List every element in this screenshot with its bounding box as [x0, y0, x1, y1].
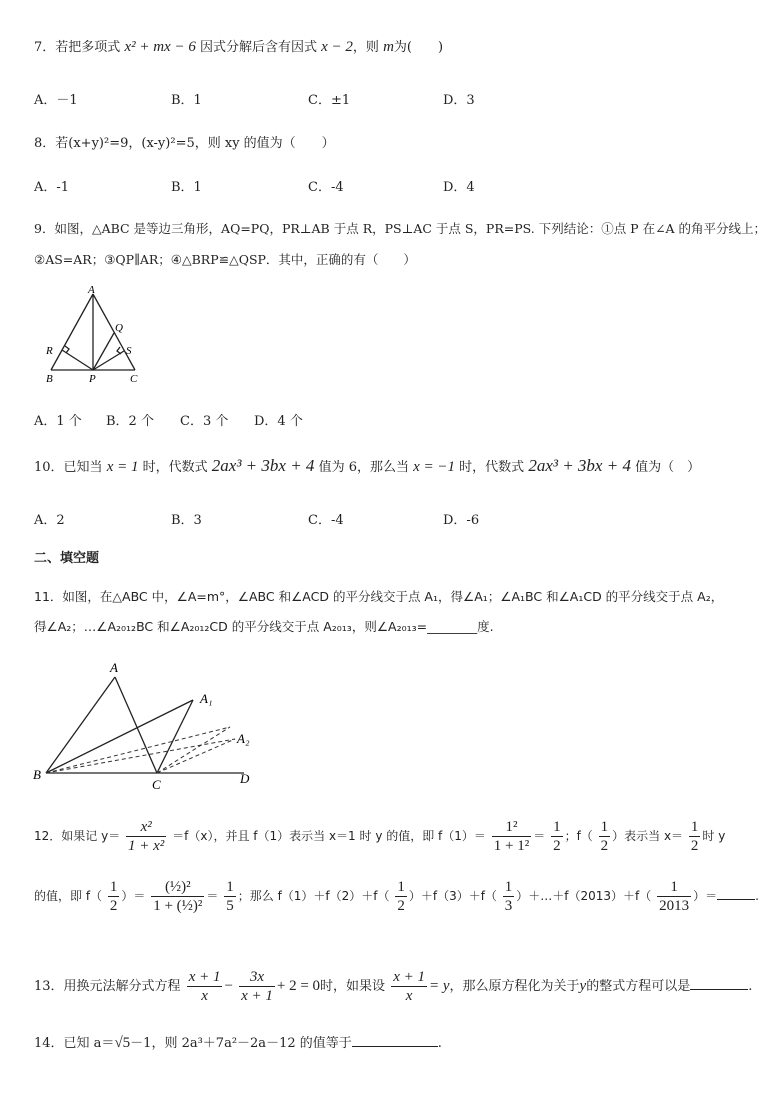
q11-label-c: C	[152, 777, 161, 792]
q12-half-den: 2	[690, 838, 699, 854]
q12-fraction-half-2	[599, 818, 611, 855]
q12-f1-num: 1²	[492, 818, 531, 837]
q13-text-c: ，那么原方程化为关于	[449, 979, 580, 994]
q13-rest: + 2 = 0	[276, 978, 321, 994]
q9-option-d[interactable]: D．4 个	[254, 414, 303, 429]
q13-fraction-3	[391, 968, 427, 1005]
q13-fraction-1	[187, 968, 223, 1005]
q9-label-p: P	[89, 373, 96, 385]
q12-fraction-2013	[657, 878, 691, 915]
q7-var: m	[383, 39, 394, 55]
q13-text-b: 时，如果设	[320, 979, 386, 994]
q11-label-a2: A₂	[237, 731, 250, 746]
q7-number: 7．	[34, 40, 56, 55]
q9-option-c[interactable]: C．3 个	[180, 414, 229, 429]
q7-option-b[interactable]: B．1	[171, 93, 202, 108]
q12-fraction-fhalf	[151, 878, 204, 915]
q14-number: 14．	[34, 1036, 64, 1051]
q7-option-c[interactable]: C．±1	[308, 93, 351, 108]
q10-text-b: 时，代数式	[142, 460, 208, 475]
q10-number: 10．	[34, 460, 64, 475]
q7-expression: x² + mx − 6	[124, 39, 196, 55]
q12-fhalf-num: (½)²	[151, 878, 204, 897]
question-14	[34, 1032, 442, 1052]
q8-option-d[interactable]: D．4	[443, 180, 475, 195]
q12-text-e: 时 y	[702, 829, 726, 843]
q12-half-den: 2	[109, 898, 118, 914]
q12-text-b: ＝f（x），并且 f（1）表示当 x＝1 时 y 的值，即 f（1）＝	[172, 829, 486, 843]
q9-triangle-figure	[40, 282, 150, 386]
q8-option-b[interactable]: B．1	[171, 180, 202, 195]
q13-f2-num: 3x	[239, 968, 275, 987]
q14-end: .	[437, 1036, 442, 1051]
q10-text-a: 已知当	[63, 460, 103, 475]
question-10	[34, 456, 700, 476]
q9-option-b[interactable]: B．2 个	[106, 414, 154, 429]
q12-answer-blank[interactable]	[717, 899, 755, 900]
q13-fraction-2	[239, 968, 275, 1005]
q10-option-d[interactable]: D．-6	[443, 513, 480, 528]
q12-half-den: 2	[553, 838, 561, 854]
q7-option-d[interactable]: D．3	[443, 93, 475, 108]
q10-option-a[interactable]: A．2	[34, 513, 65, 528]
q8-option-c[interactable]: C．-4	[308, 180, 344, 195]
q12-eq: ＝	[533, 829, 546, 843]
q12-2013-den: 2013	[659, 898, 690, 914]
q12-l2-text-b: ）＝	[121, 889, 146, 903]
q7-text-b: 因式分解后含有因式	[199, 40, 317, 55]
q9-label-b: B	[46, 373, 53, 385]
q10-option-b[interactable]: B．3	[171, 513, 202, 528]
q14-answer-blank[interactable]	[352, 1046, 438, 1047]
question-9-line1: 9．如图，△ABC 是等边三角形，AQ=PQ，PR⊥AB 于点 R，PS⊥AC 于点 S，PR=PS. 下列结论：①点 P 在∠A 的角平分线上；	[34, 221, 767, 236]
q12-fraction-half-1	[551, 818, 563, 855]
question-12-line2: 的值，即 f（ $\frac{1}{2}$ ）＝ $\frac{\text{(½)²}}{\text{1 + (½)²}}$ ＝ $\frac{1}{5}$ ；那么 f（1）＋f（2）＋f（ $\frac{1}{2}$ ）＋f（3）＋f（ $\frac{1}{3}$ ）＋…＋f（2013）＋f（ $\frac{1}{2013}$ ）＝ .	[34, 879, 759, 914]
q9-label-c: C	[130, 373, 138, 385]
q10-expr2: 2ax³ + 3bx + 4	[528, 456, 631, 475]
q10-text-c: 值为 6，那么当	[318, 460, 409, 475]
q8-text: 若(x+y)²=9，(x-y)²=5，则 xy 的值为（ ）	[55, 136, 335, 151]
q10-cond1: x = 1	[106, 459, 139, 475]
q7-option-a[interactable]: A．－1	[34, 93, 78, 108]
question-8	[34, 132, 335, 151]
q12-def-den: 1 + x²	[128, 838, 165, 854]
q12-l2-text-c: ；那么 f（1）＋f（2）＋f（	[237, 889, 390, 903]
section-title: 二、填空题	[34, 551, 100, 566]
q12-l2-text-e: ）＋…＋f（2013）＋f（	[516, 889, 652, 903]
q12-fifth-den: 5	[226, 898, 234, 914]
q13-f3-num: x + 1	[393, 969, 425, 985]
q13-var: y	[579, 978, 587, 994]
q9-label-a: A	[88, 284, 95, 296]
q12-fraction-f1	[492, 818, 531, 855]
q11-label-a1: A₁	[200, 691, 213, 706]
q9-option-a[interactable]: A．1 个	[34, 414, 82, 429]
q12-half-num: 1	[600, 819, 609, 835]
q12-fraction-half-3	[689, 818, 701, 855]
q12-text-c: ；f（	[564, 829, 593, 843]
q14-sqrt: √5	[114, 1035, 131, 1051]
q13-f3-den: x	[405, 988, 413, 1004]
q11-angle-figure	[30, 655, 270, 795]
q13-f1-den: x	[201, 988, 208, 1004]
q12-text-d: ）表示当 x＝	[612, 829, 684, 843]
q12-fraction-third	[503, 878, 515, 915]
q13-text-a: 用换元法解分式方程	[63, 979, 181, 994]
q10-expr1: 2ax³ + 3bx + 4	[211, 456, 315, 475]
q8-number: 8．	[34, 136, 56, 151]
q12-number: 12．	[34, 829, 62, 843]
q12-fraction-half-5	[395, 878, 407, 915]
question-11-line1: 11．如图，在△ABC 中，∠A=m°，∠ABC 和∠ACD 的平分线交于点 A₁，得∠A₁；∠A₁BC 和∠A₁CD 的平分线交于点 A₂，	[34, 589, 724, 604]
q12-half-den: 2	[397, 898, 405, 914]
q12-def-num: x²	[126, 818, 166, 837]
q12-third-num: 1	[504, 879, 513, 895]
q12-half-den: 2	[600, 838, 609, 854]
q12-end: .	[755, 889, 759, 903]
q12-half-num: 1	[553, 819, 561, 835]
q12-l2-text-a: 的值，即 f（	[34, 889, 103, 903]
q10-option-c[interactable]: C．-4	[308, 513, 344, 528]
q12-half-num: 1	[109, 879, 118, 895]
question-12-line1	[34, 818, 725, 855]
q12-2013-num: 1	[657, 878, 691, 897]
q12-fraction-def	[126, 818, 166, 855]
q12-text-a: 如果记 y＝	[61, 829, 121, 843]
q13-end: .	[748, 979, 753, 994]
q13-f1-num: x + 1	[188, 969, 221, 985]
q13-answer-blank[interactable]	[690, 989, 748, 990]
q12-half-num: 1	[690, 819, 699, 835]
q10-cond2: x = −1	[413, 459, 456, 475]
q13-number: 13．	[34, 979, 64, 994]
q12-fraction-fifth	[224, 878, 236, 915]
q9-label-q: Q	[115, 322, 123, 334]
q13-minus: −	[224, 978, 233, 994]
q13-f2-den: x + 1	[241, 988, 273, 1004]
q9-label-r: R	[46, 345, 53, 357]
q10-text-d: 时，代数式	[459, 460, 525, 475]
q12-f1-den: 1 + 1²	[493, 838, 530, 854]
q7-factor: x − 2	[321, 39, 353, 55]
q10-text-e: 值为（ ）	[635, 460, 701, 475]
q13-eq-y: = y	[428, 978, 450, 994]
question-7	[34, 36, 443, 56]
q8-option-a[interactable]: A．-1	[34, 180, 70, 195]
q12-fhalf-den: 1 + (½)²	[153, 898, 203, 914]
q9-label-s: S	[126, 345, 132, 357]
q12-l2-text-d: ）＋f（3）＋f（	[408, 889, 497, 903]
q7-text-a: 若把多项式	[55, 40, 121, 55]
question-13	[34, 968, 752, 1005]
q12-fraction-half-4	[108, 878, 120, 915]
q12-fifth-num: 1	[226, 879, 234, 895]
q13-text-d: 的整式方程可以是	[586, 979, 691, 994]
question-11-line2: 得∠A₂；…∠A₂₀₁₂BC 和∠A₂₀₁₂CD 的平分线交于点 A₂₀₁₃，则∠A₂₀₁₃=________度.	[34, 619, 494, 634]
q12-l2-text-f: ）＝	[693, 889, 718, 903]
q14-text-a: 已知 a＝	[63, 1036, 115, 1051]
q14-text-b: －1，则 2a³＋7a²－2a－12 的值等于	[130, 1036, 352, 1051]
q11-label-b: B	[33, 767, 41, 782]
q12-third-den: 3	[504, 898, 513, 914]
q12-half-num: 1	[397, 879, 405, 895]
q11-label-a: A	[110, 660, 118, 675]
q7-text-d: 为( )	[393, 40, 444, 55]
q7-text-c: ，则	[352, 40, 379, 55]
q11-label-d: D	[240, 771, 250, 786]
question-9-line2: ②AS=AR；③QP∥AR；④△BRP≌△QSP．其中，正确的有（ ）	[34, 252, 416, 267]
